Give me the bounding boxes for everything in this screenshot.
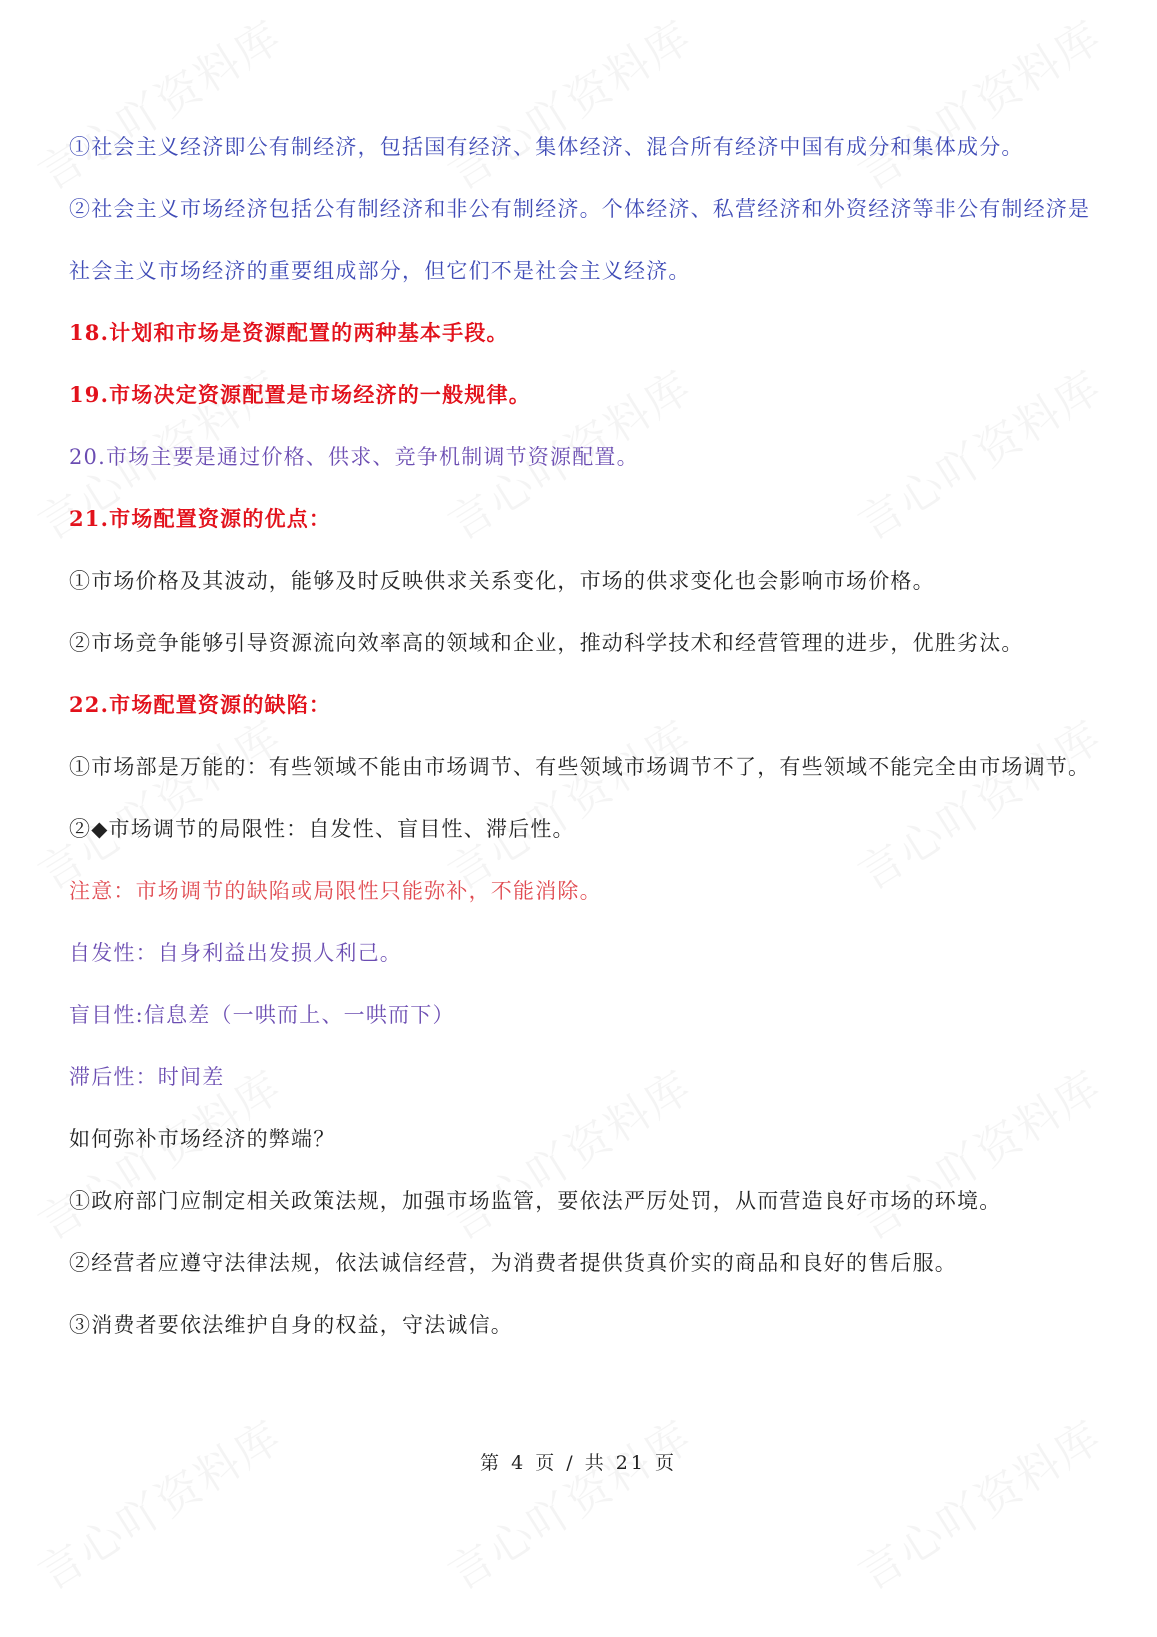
- paragraph-defect-2: ②◆市场调节的局限性：自发性、盲目性、滞后性。: [69, 817, 575, 841]
- watermark-text: [24, 1402, 292, 1603]
- watermark-text: [434, 1402, 702, 1603]
- paragraph-remedy-3: ③消费者要依法维护自身的权益，守法诚信。: [69, 1313, 513, 1337]
- paragraph-question: 如何弥补市场经济的弊端？: [69, 1127, 336, 1151]
- heading-point-21: 21.市场配置资源的优点：: [69, 506, 332, 531]
- paragraph-socialist-economy: ①社会主义经济即公有制经济，包括国有经济、集体经济、混合所有经济中国有成分和集体成分。: [69, 135, 1024, 159]
- paragraph-remedy-2: ②经营者应遵守法律法规，依法诚信经营，为消费者提供货真价实的商品和良好的售后服。: [69, 1251, 957, 1275]
- paragraph-advantage-2: ②市场竞争能够引导资源流向效率高的领域和企业，推动科学技术和经营管理的进步，优胜劣汰。: [69, 631, 1024, 655]
- heading-point-18: 18.计划和市场是资源配置的两种基本手段。: [69, 320, 509, 345]
- paragraph-point-20: 20.市场主要是通过价格、供求、竞争机制调节资源配置。: [69, 445, 639, 469]
- paragraph-advantage-1: ①市场价格及其波动，能够及时反映供求关系变化，市场的供求变化也会影响市场价格。: [69, 569, 935, 593]
- paragraph-socialist-market-economy: ②社会主义市场经济包括公有制经济和非公有制经济。个体经济、私营经济和外资经济等非公有制经济是社会主义市场经济的重要组成部分，但它们不是社会主义经济。: [69, 197, 1091, 283]
- paragraph-blindness: 盲目性:信息差（一哄而上、一哄而下）: [69, 1003, 455, 1027]
- paragraph-lag: 滞后性：时间差: [69, 1065, 225, 1089]
- paragraph-spontaneity: 自发性：自身利益出发损人利己。: [69, 941, 402, 965]
- watermark-text: [844, 1402, 1112, 1603]
- paragraph-remedy-1: ①政府部门应制定相关政策法规，加强市场监管，要依法严厉处罚，从而营造良好市场的环境。: [69, 1189, 1002, 1213]
- paragraph-defect-1: ①市场部是万能的：有些领域不能由市场调节、有些领域市场调节不了，有些领域不能完全由市场调节。: [69, 755, 1091, 779]
- paragraph-note: 注意：市场调节的缺陷或局限性只能弥补，不能消除。: [69, 879, 602, 903]
- document-body: [69, 116, 1099, 1356]
- heading-point-22: 22.市场配置资源的缺陷：: [69, 692, 332, 717]
- page-number-footer: 第 4 页 / 共 21 页: [480, 1452, 677, 1474]
- heading-point-19: 19.市场决定资源配置是市场经济的一般规律。: [69, 382, 531, 407]
